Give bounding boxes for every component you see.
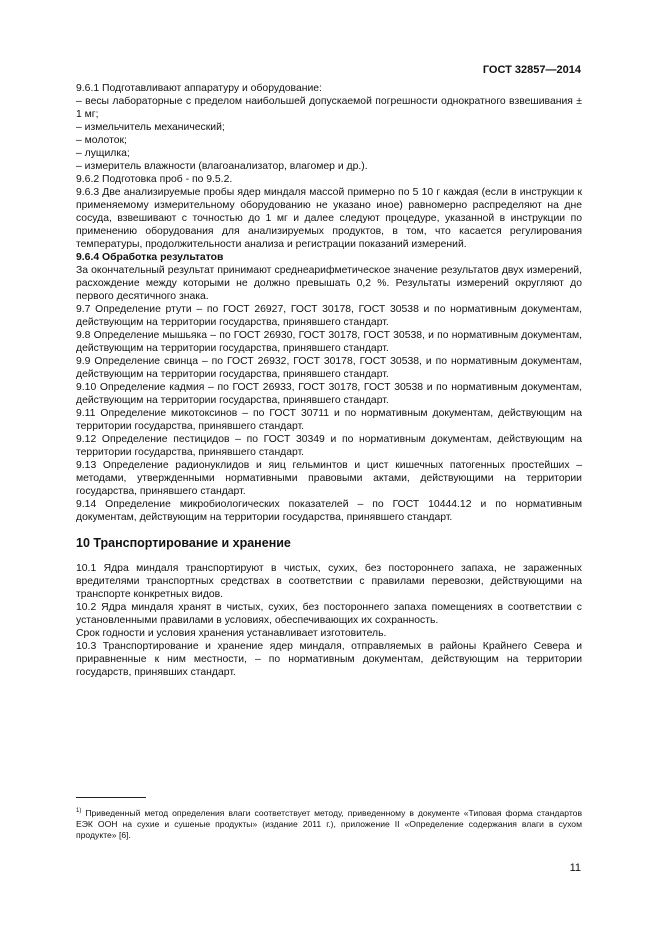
paragraph-9-12: 9.12 Определение пестицидов – по ГОСТ 30349 и по нормативным документам, действующим на территории государства, принявшего стандарт. (76, 434, 582, 458)
heading-9-6-4: 9.6.4 Обработка результатов (76, 252, 224, 263)
footnote-text: Приведенный метод определения влаги соответствует методу, приведенному в документе «Типовая форма стандартов ЕЭК ООН на сухие и сушеные продукты» (издание 2011 г.), приложение II «Определение содержания влаги в сухом продукте» [6]. (76, 807, 583, 840)
paragraph-final-result: За окончательный результат принимают среднеарифметическое значение результатов двух измерений, расхождение между которыми не должно превышать 0,2 %. Результаты измерений округляют до первого десятичного знака. (76, 265, 582, 302)
paragraph-9-11: 9.11 Определение микотоксинов – по ГОСТ 30711 и по нормативным документам, действующим на территории государства, принявшего стандарт. (76, 408, 582, 432)
paragraph-9-7: 9.7 Определение ртути – по ГОСТ 26927, ГОСТ 30178, ГОСТ 30538 и по нормативным документам, действующим на территории государства, принявшего стандарт. (76, 304, 582, 328)
paragraph-9-13: 9.13 Определение радионуклидов и яиц гельминтов и цист кишечных патогенных простейших – методами, утвержденными нормативными правовыми актами, действующими на территории государства, принявшего стандарт. (76, 460, 582, 497)
list-item-grinder: – измельчитель механический; (76, 122, 225, 133)
section-9-body (76, 82, 582, 524)
page-number: 11 (569, 862, 581, 874)
paragraph-10-3: 10.3 Транспортирование и хранение ядер миндаля, отправляемых в районы Крайнего Севера и приравненные к ним местности, – по нормативным документам, действующим на территории государств, принявших стандарт. (76, 641, 582, 678)
section-10-title: 10 Транспортирование и хранение (76, 536, 291, 550)
footnote-divider (76, 797, 146, 798)
paragraph-9-14: 9.14 Определение микробиологических показателей – по ГОСТ 10444.12 и по нормативным документам, действующим на территории государства, принявшего стандарт. (76, 499, 582, 523)
standard-number: ГОСТ 32857—2014 (482, 64, 581, 76)
paragraph-9-6-3: 9.6.3 Две анализируемые пробы ядер миндаля массой примерно по 5 10 г каждая (если в инструкции к применяемому измерительному оборудованию не указано иное) равномерно распределяют на дне сосуда, взвешивают с точностью до 1 мг и далее следуют процедуре, указанной в инструкции по применению оборудования для анализируемых продуктов, в том, что касается регулирования температуры, продолжительности анализа и регистрации показаний измерений. (76, 187, 582, 250)
paragraph-10-1: 10.1 Ядра миндаля транспортируют в чистых, сухих, без постороннего запаха, не зараженных вредителями транспортных средствах в соответствии с правилами перевозки, действующими на транспорте конкретных видов. (76, 563, 582, 600)
paragraph-shelf-life: Срок годности и условия хранения устанавливает изготовитель. (76, 628, 387, 639)
list-item-hammer: – молоток; (76, 135, 127, 146)
list-item-scales: – весы лабораторные с пределом наибольшей допускаемой погрешности однократного взвешивания ± 1 мг; (76, 96, 582, 120)
list-item-sheller: – лущилка; (76, 148, 130, 159)
paragraph-9-10: 9.10 Определение кадмия – по ГОСТ 26933, ГОСТ 30178, ГОСТ 30538 и по нормативным документам, действующим на территории государства, принявшего стандарт. (76, 382, 582, 406)
footnote-marker: 1) (76, 808, 82, 814)
paragraph-9-8: 9.8 Определение мышьяка – по ГОСТ 26930, ГОСТ 30178, ГОСТ 30538, и по нормативным документам, действующим на территории государства, принявшего стандарт. (76, 330, 582, 354)
paragraph-9-9: 9.9 Определение свинца – по ГОСТ 26932, ГОСТ 30178, ГОСТ 30538, и по нормативным документам, действующим на территории государства, принявшего стандарт. (76, 356, 582, 380)
paragraph-9-6-2: 9.6.2 Подготовка проб - по 9.5.2. (76, 174, 233, 185)
paragraph-10-2: 10.2 Ядра миндаля хранят в чистых, сухих, без постороннего запаха помещениях в соответствии с установленными правилами в условиях, обеспечивающих их сохранность. (76, 602, 582, 626)
paragraph-9-6-1: 9.6.1 Подготавливают аппаратуру и оборудование: (76, 83, 322, 94)
footnote (76, 806, 582, 841)
section-10-body (76, 562, 582, 679)
list-item-moisture-meter: – измеритель влажности (влагоанализатор, влагомер и др.). (76, 161, 368, 172)
